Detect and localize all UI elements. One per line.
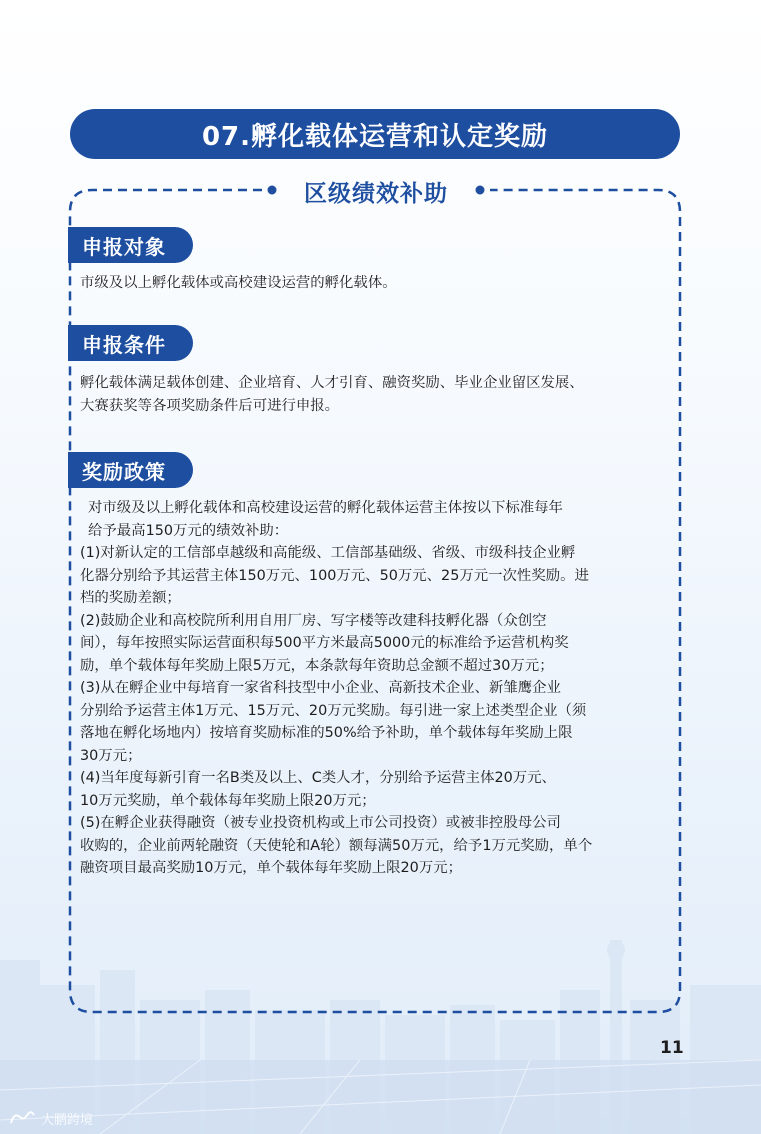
body-line: 档的奖励差额； (80, 590, 181, 606)
title-banner (70, 109, 680, 159)
section-heading-text: 奖励政策 (82, 459, 166, 484)
body-line: 10万元奖励，单个载体每年奖励上限20万元； (80, 792, 376, 809)
body-line: 孵化载体满足载体创建、企业培育、人才引育、融资奖励、毕业企业留区发展、 (80, 375, 584, 391)
page-number: 11 (660, 1038, 684, 1058)
subtitle-right-dot (476, 186, 485, 195)
section-body-applicants (80, 272, 680, 295)
body-line: 落地在孵化场地内）按培育奖励标准的50%给予补助，单个载体每年奖励上限 (80, 725, 573, 741)
section-heading-applicants (68, 227, 193, 263)
body-line: (4)当年度每新引育一名B类及以上、C类人才，分别给予运营主体20万元、 (80, 770, 556, 786)
body-line: 对市级及以上孵化载体和高校建设运营的孵化载体运营主体按以下标准每年 (88, 500, 563, 516)
body-line: 间），每年按照实际运营面积每500平方米最高5000元的标准给予运营机构奖 (80, 635, 569, 651)
body-line: 化器分别给予其运营主体150万元、100万元、50万元、25万元一次性奖励。进 (80, 567, 589, 584)
section-body-conditions (80, 372, 680, 417)
body-line: 分别给予运营主体1万元、15万元、20万元奖励。每引进一家上述类型企业（须 (80, 702, 587, 719)
section-heading-conditions (68, 325, 193, 361)
page-title: 07.孵化载体运营和认定奖励 (201, 121, 549, 152)
body-line: 给予最高150万元的绩效补助： (88, 522, 289, 539)
watermark-text: 大鹏跨境 (41, 1112, 94, 1128)
body-line: 收购的，企业前两轮融资（天使轮和A轮）额每满50万元，给予1万元奖励，单个 (80, 837, 593, 854)
body-line: (1)对新认定的工信部卓越级和高能级、工信部基础级、省级、市级科技企业孵 (80, 545, 576, 561)
body-line: 大赛获奖等各项奖励条件后可进行申报。 (80, 397, 340, 414)
section-heading-policy (68, 452, 193, 488)
body-line: (2)鼓励企业和高校院所利用自用厂房、写字楼等改建科技孵化器（众创空 (80, 612, 547, 629)
body-line: (5)在孵企业获得融资（被专业投资机构或上市公司投资）或被非控股母公司 (80, 815, 561, 831)
body-line: 融资项目最高奖励10万元，单个载体每年奖励上限20万元； (80, 860, 462, 876)
watermark-logo-icon (8, 1109, 36, 1127)
section-body-policy (80, 497, 680, 880)
watermark (8, 1108, 93, 1128)
body-line: 30万元； (80, 747, 142, 764)
section-heading-text: 申报条件 (82, 332, 166, 357)
subtitle-text: 区级绩效补助 (304, 180, 448, 207)
body-line: 励，单个载体每年奖励上限5万元，本条款每年资助总金额不超过30万元； (80, 657, 554, 674)
section-heading-text: 申报对象 (82, 234, 166, 259)
body-line: 市级及以上孵化载体或高校建设运营的孵化载体。 (80, 275, 397, 291)
body-line: (3)从在孵企业中每培育一家省科技型中小企业、高新技术企业、新雏鹰企业 (80, 680, 561, 696)
subtitle (288, 174, 464, 208)
subtitle-left-dot (268, 186, 277, 195)
